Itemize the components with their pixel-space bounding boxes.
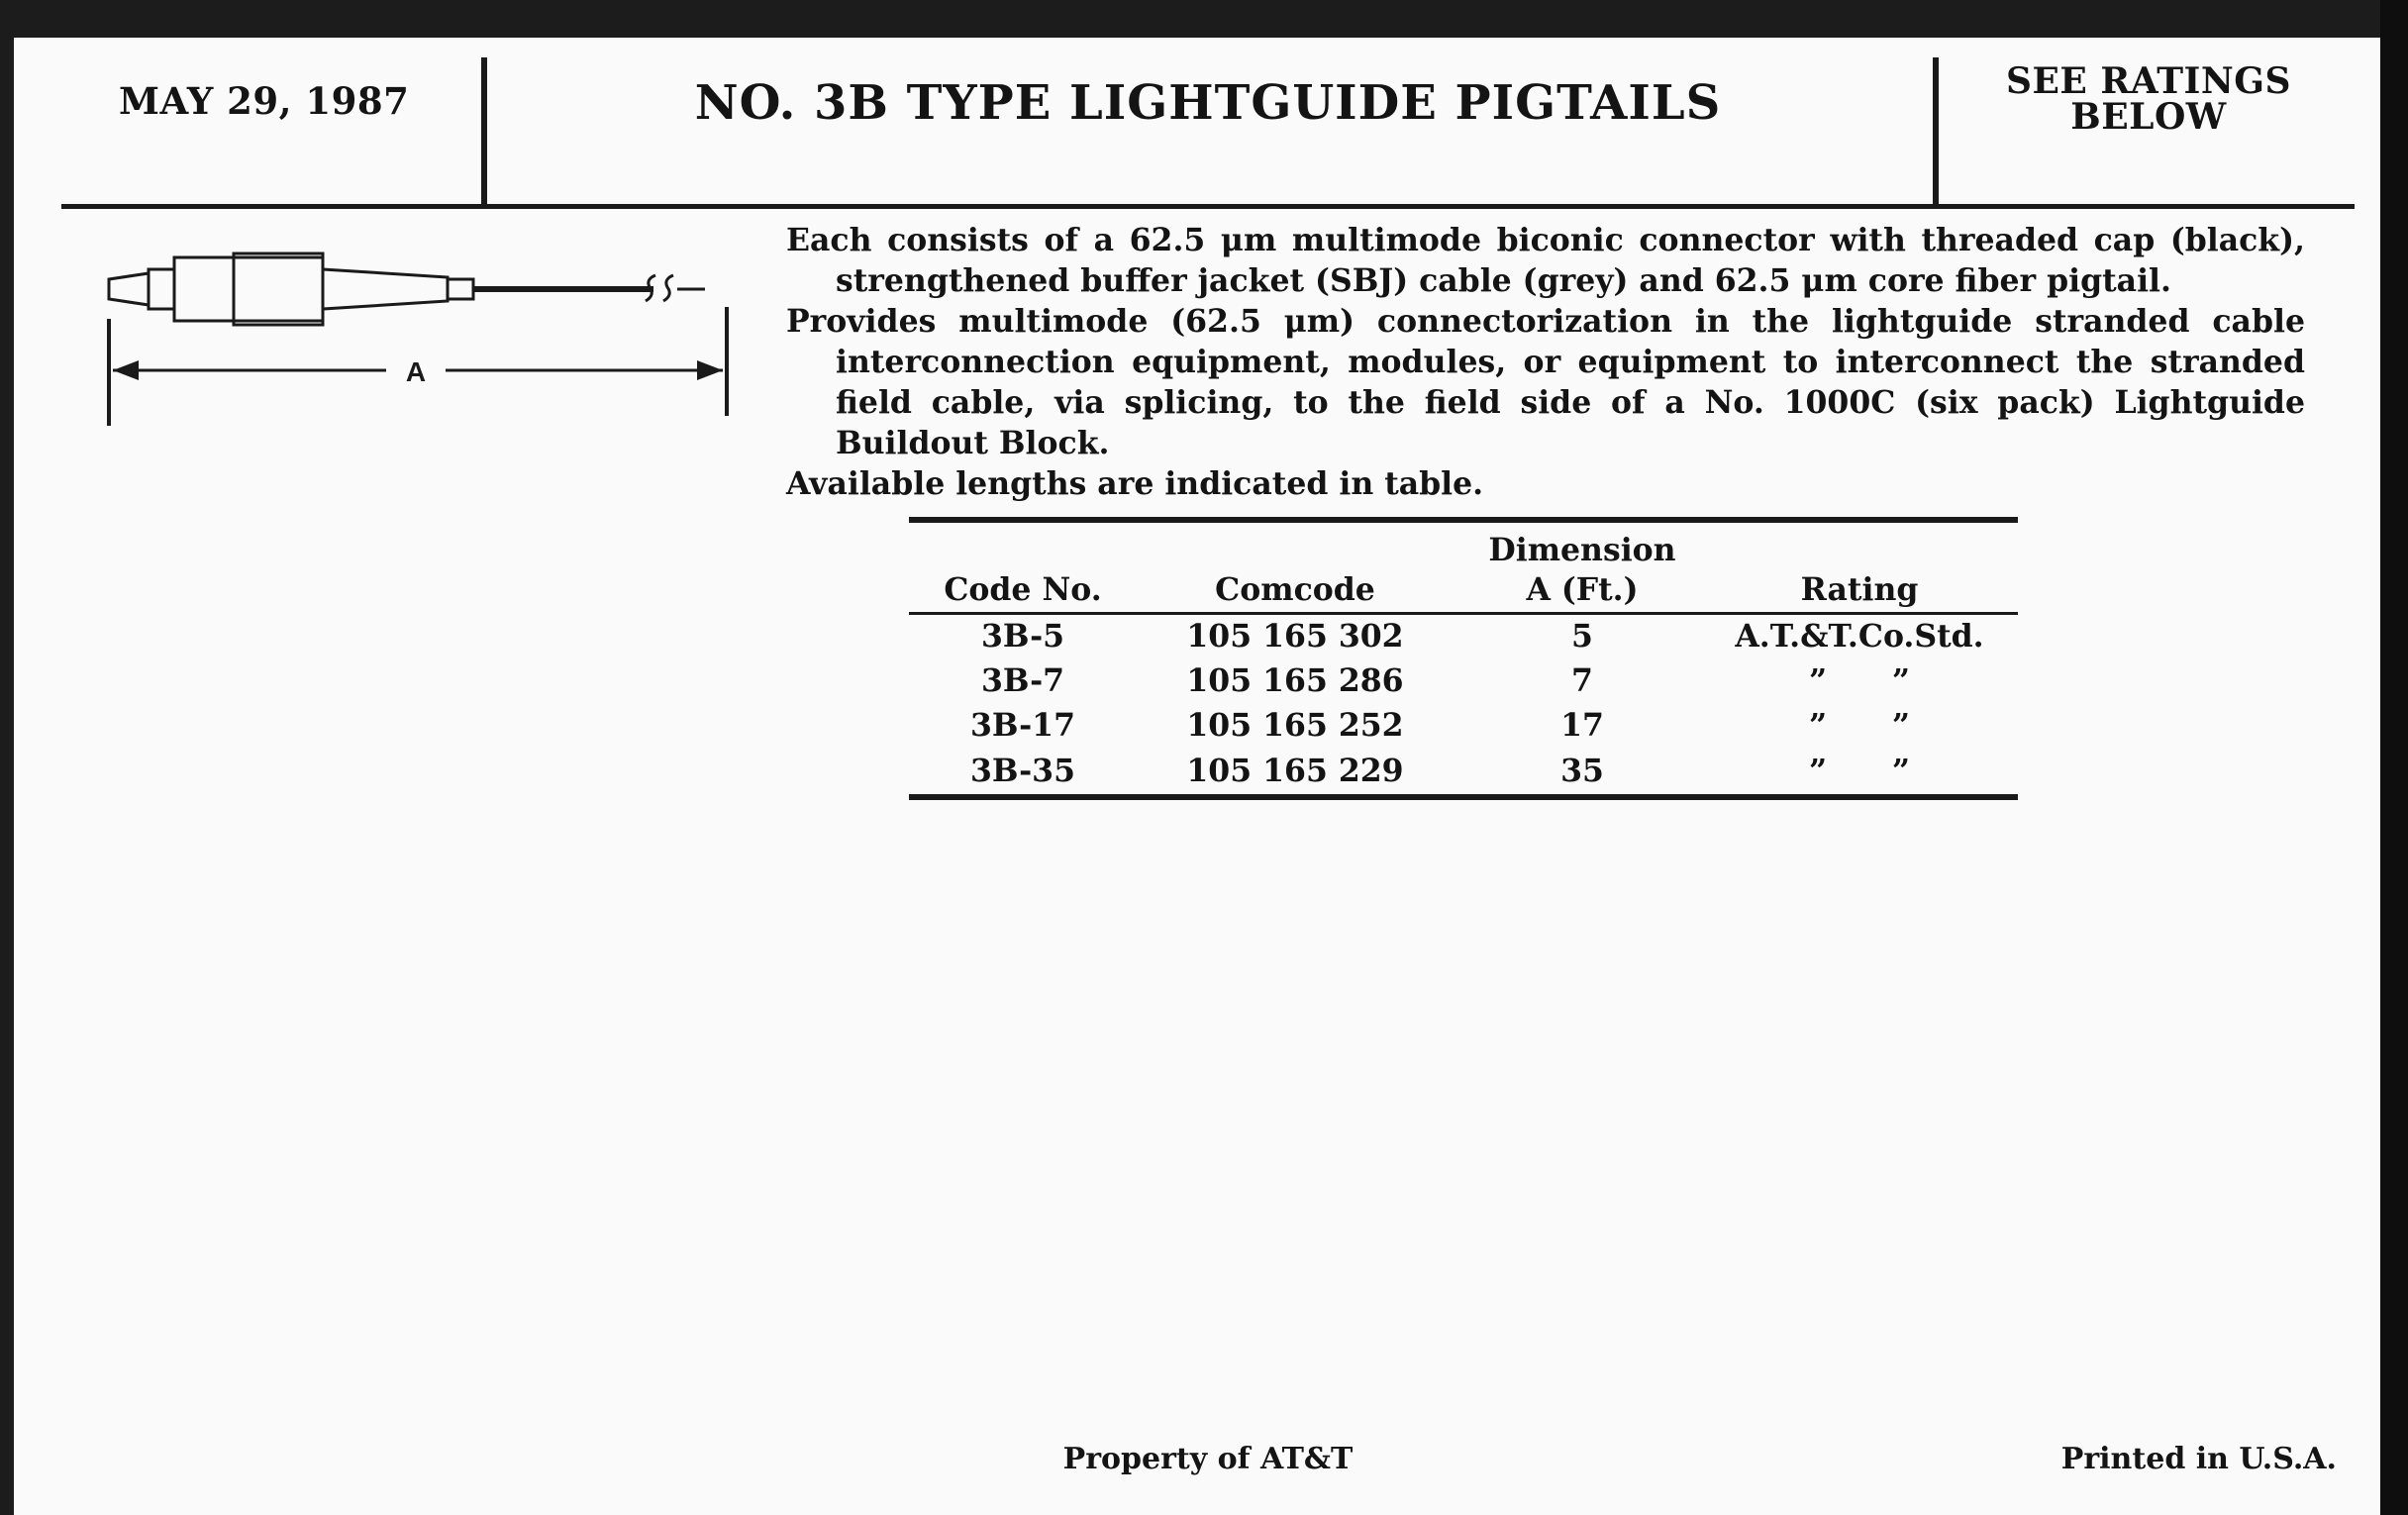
header-date: MAY 29, 1987 — [119, 79, 410, 123]
cell-comcode: 105 165 286 — [1186, 662, 1404, 699]
break-mark — [646, 275, 673, 301]
dimension-label: A — [405, 356, 427, 387]
col-header-dimension-2: A (Ft.) — [1526, 571, 1639, 608]
ratings-line-1: SEE RATINGS — [2005, 60, 2292, 102]
cell-dimension: 35 — [1560, 753, 1604, 789]
scan-top-border — [0, 0, 2376, 38]
cell-code: 3B-5 — [980, 618, 1065, 655]
table-top-rule — [909, 517, 2018, 523]
cell-dimension: 17 — [1560, 707, 1604, 744]
cell-rating: A.T.&T.Co.Std. — [1735, 618, 1984, 655]
cell-rating: ” ” — [1808, 707, 1911, 744]
header-rule — [61, 204, 2355, 209]
cell-code: 3B-17 — [969, 707, 1076, 744]
header-divider-right — [1933, 57, 1939, 206]
description-para-2: Provides multimode (62.5 μm) connectorization in the lightguide stranded cable interconnection equipment, modules, or equipment to interconnect the stranded field cable, via splicing, to the field side of a No. 1000C (six pack) Lightguide Buildout Block. — [786, 303, 2305, 461]
scan-right-edge — [2380, 0, 2408, 1515]
cell-code: 3B-35 — [969, 753, 1076, 789]
footer-property: Property of AT&T — [1062, 1442, 1354, 1476]
cell-comcode: 105 165 302 — [1186, 618, 1404, 655]
arrow-right — [697, 360, 723, 380]
cell-dimension: 5 — [1571, 618, 1593, 655]
pigtail-diagram — [89, 228, 743, 436]
cell-comcode: 105 165 252 — [1186, 707, 1404, 744]
description-para-3: Available lengths are indicated in table. — [786, 465, 1484, 502]
cell-dimension: 7 — [1571, 662, 1593, 699]
col-header-comcode: Comcode — [1215, 571, 1375, 608]
connector-outline — [109, 253, 473, 325]
arrow-left — [113, 360, 139, 380]
table-bottom-rule — [909, 794, 2018, 800]
cell-rating: ” ” — [1808, 753, 1911, 789]
header-divider-left — [481, 57, 487, 206]
col-header-code: Code No. — [944, 571, 1102, 608]
cell-code: 3B-7 — [980, 662, 1065, 699]
table-header-rule — [909, 612, 2018, 615]
description-para-1: Each consists of a 62.5 μm multimode biconic connector with threaded cap (black), strengthened buffer jacket (SBJ) cable (grey) and 62.5 μm core fiber pigtail. — [786, 222, 2305, 299]
footer-printed: Printed in U.S.A. — [2060, 1442, 2337, 1476]
ratings-line-2: BELOW — [2070, 96, 2227, 138]
col-header-rating: Rating — [1800, 571, 1919, 608]
cell-rating: ” ” — [1808, 662, 1911, 699]
cell-comcode: 105 165 229 — [1186, 753, 1404, 789]
header-ratings — [1951, 60, 2347, 138]
col-header-dimension-1: Dimension — [1488, 532, 1676, 568]
description — [786, 220, 2305, 504]
page-title: NO. 3B TYPE LIGHTGUIDE PIGTAILS — [694, 75, 1722, 131]
